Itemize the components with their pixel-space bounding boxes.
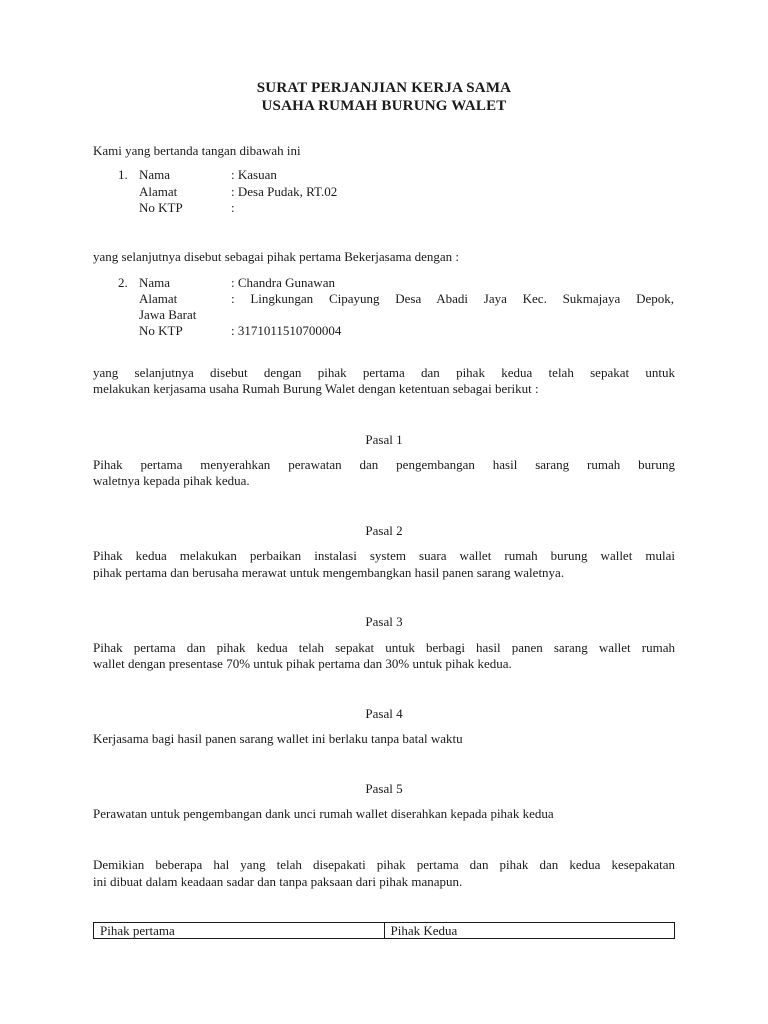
- pasal-2-heading: Pasal 2: [365, 523, 403, 538]
- party2-ktp-label: No KTP: [139, 323, 183, 338]
- signature-table: [93, 922, 675, 939]
- intro-text: Kami yang bertanda tangan dibawah ini: [93, 143, 301, 158]
- party1-address-value: : Desa Pudak, RT.02: [231, 184, 338, 199]
- party2-address-value: : Lingkungan Cipayung Desa Abadi Jaya Kec. Sukmajaya Depok,: [231, 291, 674, 306]
- party1-ktp-value: :: [231, 200, 235, 215]
- party2-ktp-value: : 3171011510700004: [231, 323, 342, 338]
- pasal-1-heading: Pasal 1: [365, 432, 403, 447]
- agreement-text-line1: yang selanjutnya disebut dengan pihak pertama dan pihak kedua telah sepakat untuk: [93, 365, 675, 380]
- party1-name-value: : Kasuan: [231, 167, 277, 182]
- party2-name-value: : Chandra Gunawan: [231, 275, 335, 290]
- party1-address-label: Alamat: [139, 184, 178, 199]
- party2-name-label: Nama: [139, 275, 171, 290]
- pasal-1-line2: waletnya kepada pihak kedua.: [93, 473, 250, 488]
- pasal-5-heading: Pasal 5: [365, 781, 403, 796]
- pasal-4-line1: Kerjasama bagi hasil panen sarang wallet ini berlaku tanpa batal waktu: [93, 731, 463, 746]
- signature-cell-first-party: Pihak pertama: [94, 923, 385, 939]
- pasal-3-line1: Pihak pertama dan pihak kedua telah sepakat untuk berbagi hasil panen sarang wallet rumah: [93, 640, 675, 655]
- closing-line1: Demikian beberapa hal yang telah disepakati pihak pertama dan pihak dan kedua kesepakatan: [93, 857, 675, 872]
- party2-number: 2.: [118, 275, 128, 290]
- signature-cell-second-party: Pihak Kedua: [384, 923, 675, 939]
- party2-address-label: Alamat: [139, 291, 178, 306]
- pasal-3-heading: Pasal 3: [365, 614, 403, 629]
- pasal-4-heading: Pasal 4: [365, 706, 403, 721]
- pasal-2-line2: pihak pertama dan berusaha merawat untuk mengembangkan hasil panen sarang waletnya.: [93, 565, 565, 580]
- document-title-line1: SURAT PERJANJIAN KERJA SAMA: [256, 80, 512, 96]
- document-title-line2: USAHA RUMAH BURUNG WALET: [261, 98, 507, 114]
- party1-name-label: Nama: [139, 167, 171, 182]
- pasal-2-line1: Pihak kedua melakukan perbaikan instalasi system suara wallet rumah burung wallet mulai: [93, 548, 675, 563]
- party1-ktp-label: No KTP: [139, 200, 183, 215]
- agreement-text-line2: melakukan kerjasama usaha Rumah Burung Walet dengan ketentuan sebagai berikut :: [93, 381, 539, 396]
- party1-number: 1.: [118, 167, 128, 182]
- pasal-1-line1: Pihak pertama menyerahkan perawatan dan pengembangan hasil sarang rumah burung: [93, 457, 675, 472]
- pasal-3-line2: wallet dengan presentase 70% untuk pihak pertama dan 30% untuk pihak kedua.: [93, 656, 512, 671]
- closing-line2: ini dibuat dalam keadaan sadar dan tanpa paksaan dari pihak manapun.: [93, 874, 463, 889]
- party2-address-continuation: Jawa Barat: [139, 307, 197, 322]
- pasal-5-line1: Perawatan untuk pengembangan dank unci rumah wallet diserahkan kepada pihak kedua: [93, 806, 554, 821]
- table-row: [94, 923, 675, 939]
- between-text: yang selanjutnya disebut sebagai pihak pertama Bekerjasama dengan :: [93, 249, 460, 264]
